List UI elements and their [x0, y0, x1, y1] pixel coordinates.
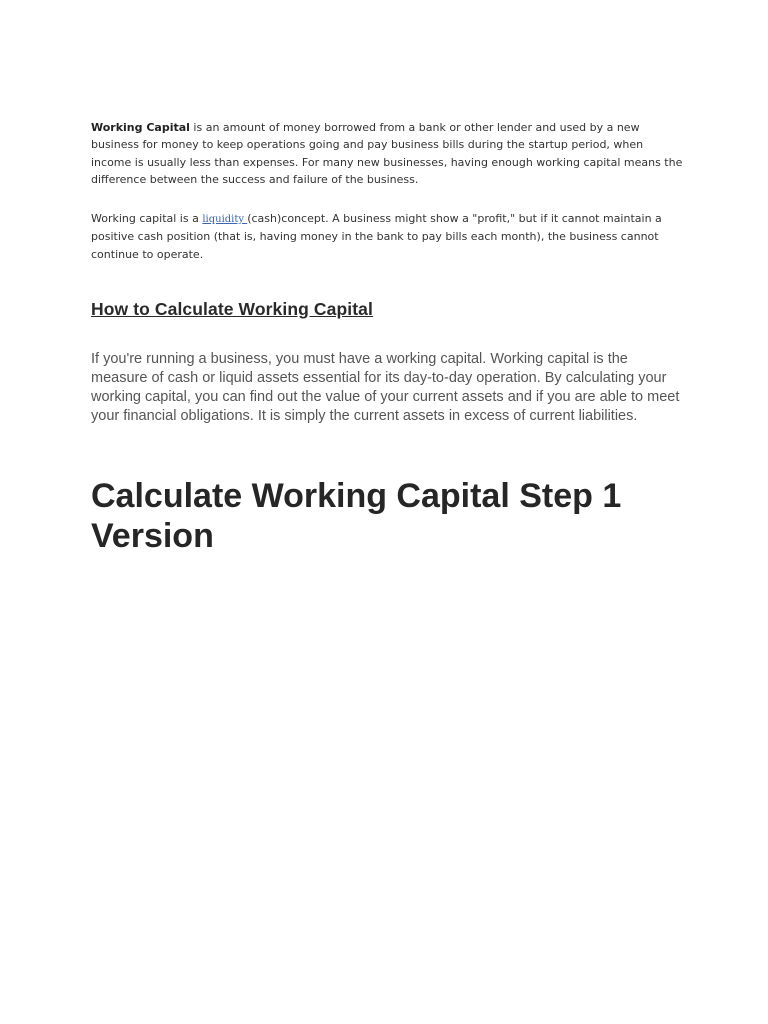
liquidity-after-link: (cash)concept. A business might show a "profit," but if it cannot maintain a positive cash position (that is, having money in the bank to pay bills each month), the business cannot continue to operate.: [91, 212, 662, 261]
document-page: [91, 119, 683, 556]
section-heading: How to Calculate Working Capital: [91, 299, 373, 320]
intro-text: is an amount of money borrowed from a bank or other lender and used by a new business for money to keep operations going and pay business bills during the startup period, when income is usually less than expenses. For many new businesses, having enough working capital means the difference between the success and failure of the business.: [91, 121, 683, 186]
intro-paragraph: [91, 119, 683, 188]
section-body: If you're running a business, you must have a working capital. Working capital is the measure of cash or liquid assets essential for its day-to-day operation. By calculating your working capital, you can find out the value of your current assets and if you are able to meet your financial obligations. It is simply the current assets in excess of current liabilities.: [91, 351, 680, 425]
step-heading: Calculate Working Capital Step 1 Version: [91, 477, 622, 556]
liquidity-link[interactable]: liquidity: [202, 214, 248, 226]
liquidity-paragraph: [91, 210, 683, 263]
intro-term: Working Capital: [91, 121, 190, 134]
liquidity-before-link: Working capital is a: [91, 212, 203, 226]
